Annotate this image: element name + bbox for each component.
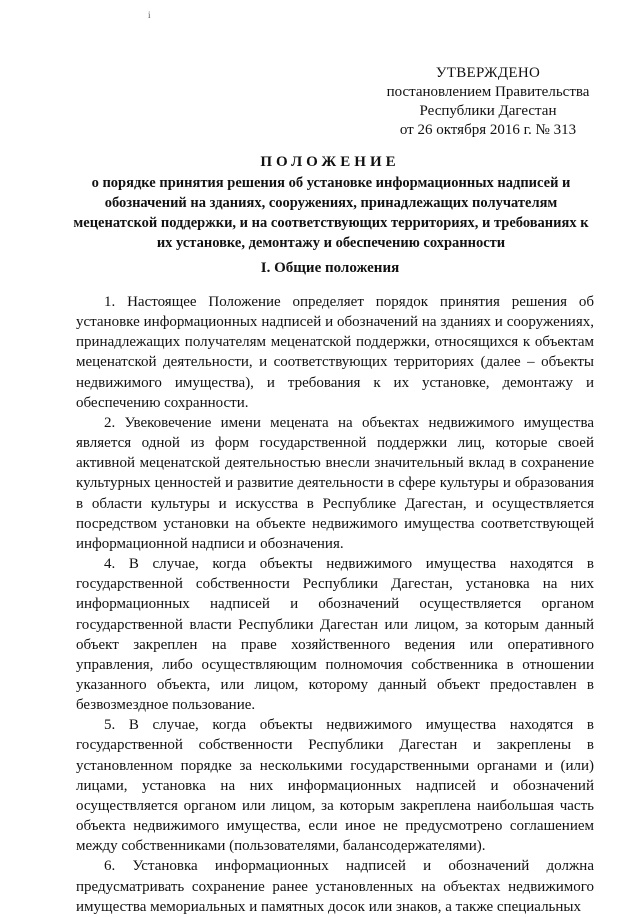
paragraph-4: 4. В случае, когда объекты недвижимого имущества находятся в государственной собственности Республики Дагестан, установка на них информационных надписей и обозначений осуществляется органом государственной власти Республики Дагестан или лицом, за которым данный объект закреплен на праве хозяйственного ведения или оперативного управления, либо осуществляющим полномочия собственника в отношении указанного объекта, или лицом, которому данный объект предоставлен в безвозмездное пользование. [76, 556, 594, 714]
approval-line-3: от 26 октября 2016 г. № 313 [399, 122, 577, 138]
paragraph-5: 5. В случае, когда объекты недвижимого имущества находятся в государственной собственности Республики Дагестан и закреплены в установленном порядке за несколькими государственными органами и (или) лицами, установка на них информационных надписей и обозначений осуществляется органом или лицом, за которым закреплена наибольшая часть объекта недвижимого имущества, если иное не предусмотрено соглашением между собственниками (пользователями, балансодержателями). [76, 717, 594, 855]
paragraph-1: 1. Настоящее Положение определяет порядок принятия решения об установке информационных надписей и обозначений на зданиях и сооружениях, принадлежащих получателям меценатской поддержки, относящихся к объектам меценатской деятельности, и соответствующих территориях (далее – объекты недвижимого имущества), и требования к их установке, демонтажу и обеспечению сохранности. [76, 294, 594, 411]
section-heading: I. Общие положения [260, 260, 400, 276]
paragraph-2: 2. Увековечение имени мецената на объектах недвижимого имущества является одной из форм государственной поддержки лиц, которые своей активной меценатской деятельностью внесли значительный вклад в сохранение культурных ценностей и развитие деятельности в сфере культуры и образования в области культуры и искусства в Республике Дагестан, и осуществляется посредством установки на объекте недвижимого имущества соответствующей информационной надписи и обозначения. [76, 414, 594, 552]
approval-line-2: Республики Дагестан [419, 103, 557, 119]
paragraph-6: 6. Установка информационных надписей и обозначений должна предусматривать сохранение ранее установленных на объектах недвижимого имущества мемориальных и памятных досок или знаков, а также специальных [76, 858, 594, 915]
scan-mark: i [148, 10, 151, 20]
approval-line-1: постановлением Правительства [386, 84, 590, 100]
document-subtitle: о порядке принятия решения об установке информационных надписей и обозначений на зданиях, сооружениях, принадлежащих получателям меценатской поддержки, и на соответствующих территориях, и требованиях к их установке, демонтажу и обеспечению сохранности [73, 175, 589, 251]
document-body [76, 292, 594, 917]
approval-heading: УТВЕРЖДЕНО [435, 65, 541, 81]
approval-block [358, 64, 618, 140]
document-title: ПОЛОЖЕНИЕ [260, 154, 400, 170]
